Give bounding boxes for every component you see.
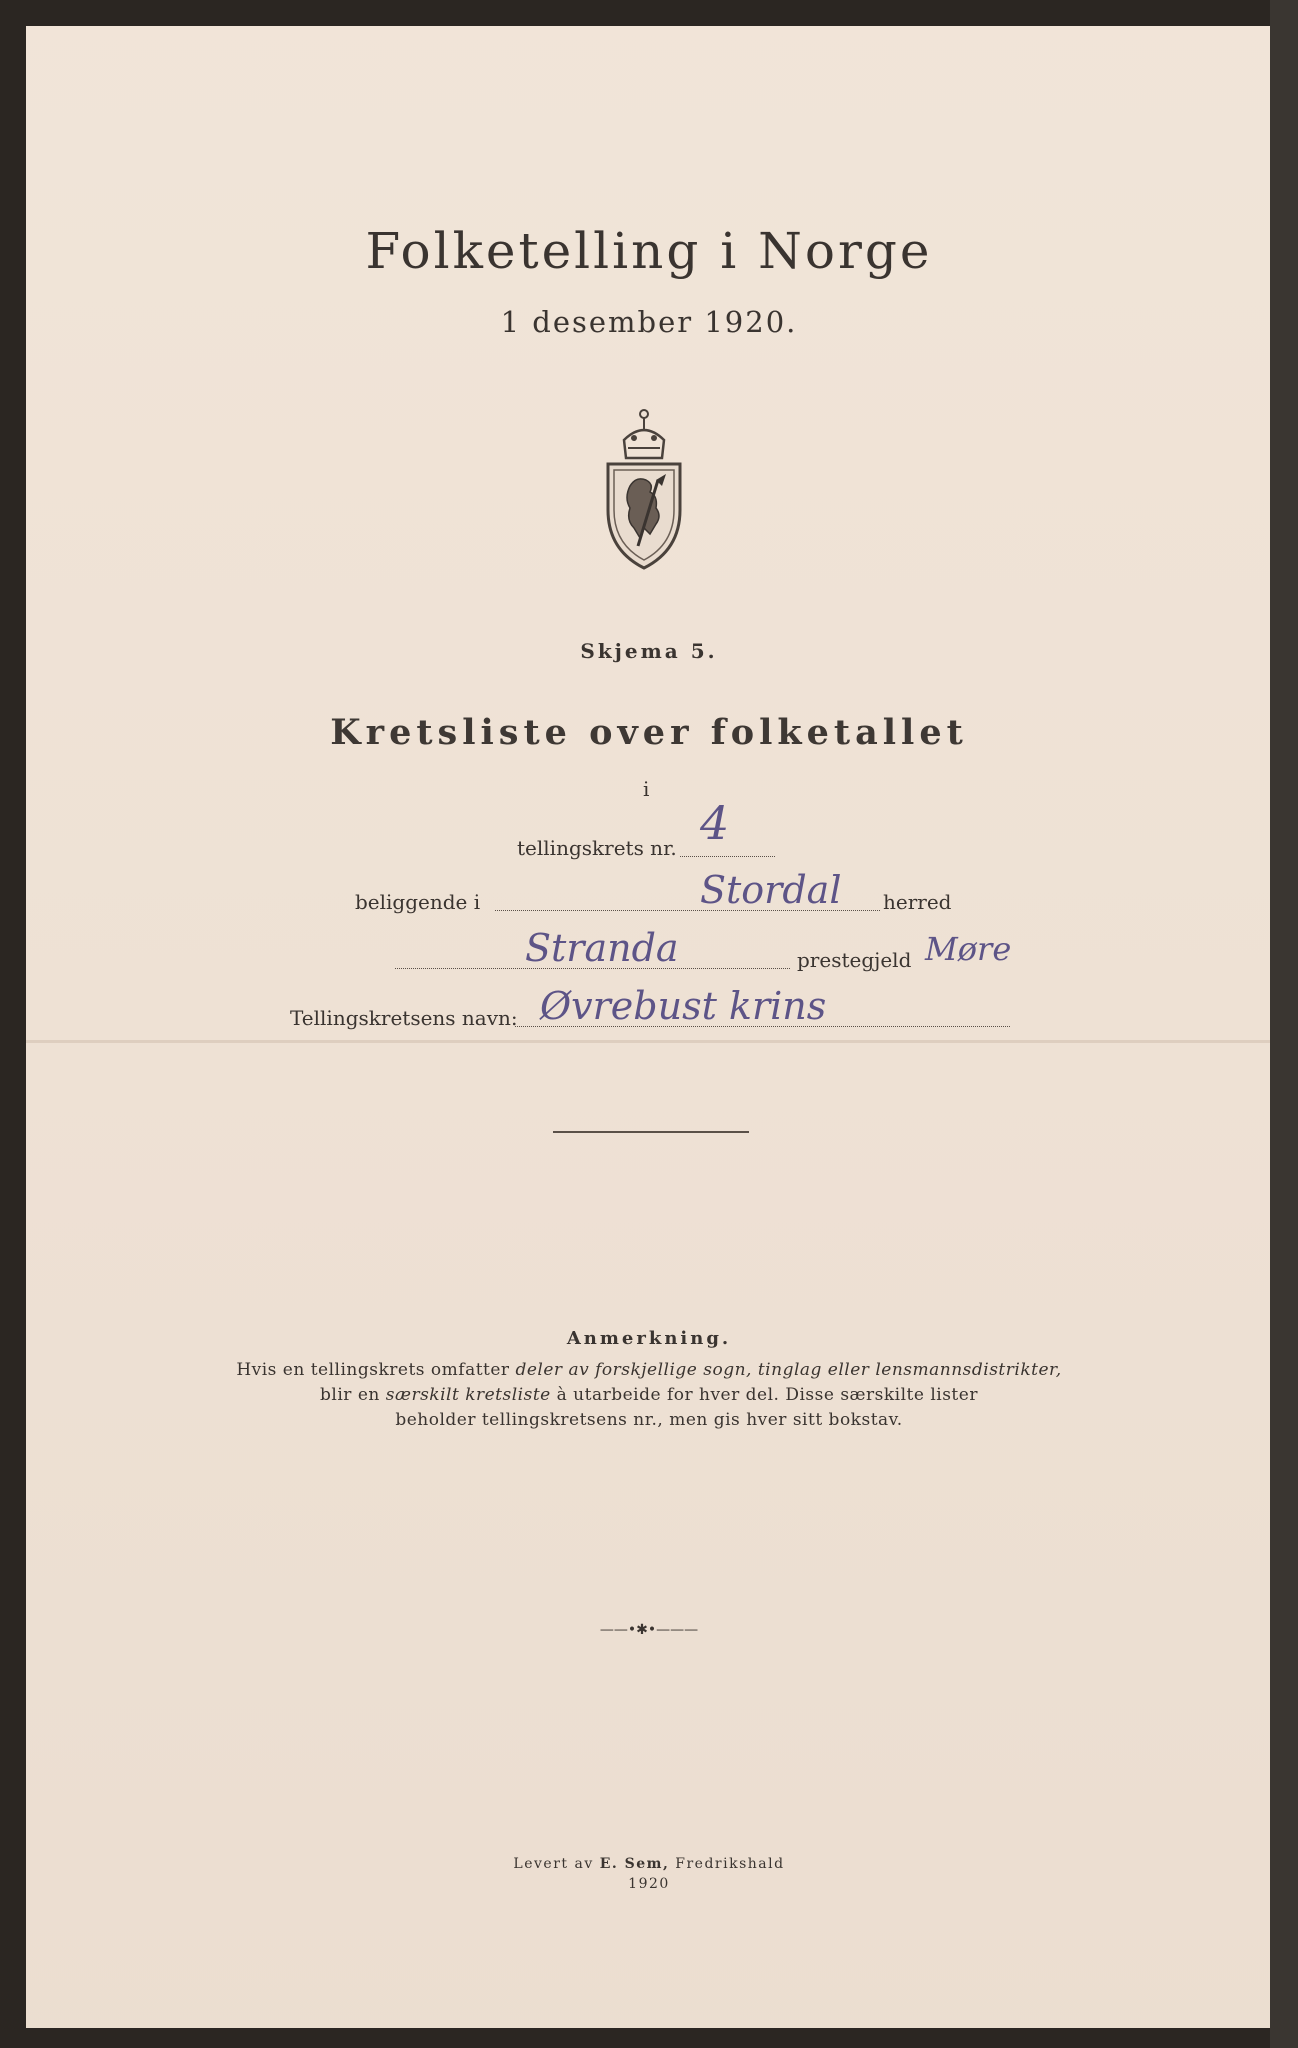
note-line-1-text: Hvis en tellingskrets omfatter xyxy=(236,1360,516,1380)
note-line-2-text-a: blir en xyxy=(320,1385,386,1405)
krets-number-value: 4 xyxy=(700,796,730,850)
document-title: Folketelling i Norge xyxy=(365,222,933,280)
note-line-2 xyxy=(0,1385,1298,1405)
note-line-3: beholder tellingskretsens nr., men gis hver sitt bokstav. xyxy=(395,1410,903,1430)
note-title: Anmerkning. xyxy=(566,1328,732,1349)
note-line-2-emphasis: særskilt kretsliste xyxy=(385,1385,551,1405)
printer-city: Fredrikshald xyxy=(669,1856,785,1872)
prestegjeld-value: Stranda xyxy=(525,926,679,970)
herred-value: Stordal xyxy=(700,868,842,912)
form-heading: Kretsliste over folketallet xyxy=(330,712,968,753)
note-line-2-text-c: à utarbeide for hver del. Disse særskilte lister xyxy=(550,1385,978,1405)
paper-fold xyxy=(26,1040,1272,1043)
krets-number-label: tellingskrets nr. xyxy=(517,836,677,860)
printer-year: 1920 xyxy=(628,1876,670,1892)
printer-name: E. Sem, xyxy=(599,1856,670,1872)
schema-number: Skjema 5. xyxy=(580,639,718,663)
krets-name-value: Øvrebust krins xyxy=(540,984,827,1028)
printer-prefix: Levert av xyxy=(513,1856,600,1872)
prestegjeld-note: Møre xyxy=(925,930,1012,968)
coat-of-arms-icon xyxy=(596,400,692,574)
separator-rule xyxy=(553,1131,749,1133)
prestegjeld-label: prestegjeld xyxy=(797,948,912,972)
krets-number-line xyxy=(680,856,775,857)
connector-word: i xyxy=(643,777,650,801)
herred-label: herred xyxy=(883,890,952,914)
note-line-1-emphasis: deler av forskjellige sogn, tinglag eller lensmannsdistrikter, xyxy=(515,1360,1062,1380)
beliggende-label: beliggende i xyxy=(355,890,481,914)
census-date: 1 desember 1920. xyxy=(500,305,798,339)
printer-line xyxy=(0,1856,1298,1872)
ornament-divider: ——•✱•——— xyxy=(599,1622,699,1638)
krets-name-label: Tellingskretsens navn: xyxy=(290,1006,518,1030)
note-line-1 xyxy=(0,1360,1298,1380)
